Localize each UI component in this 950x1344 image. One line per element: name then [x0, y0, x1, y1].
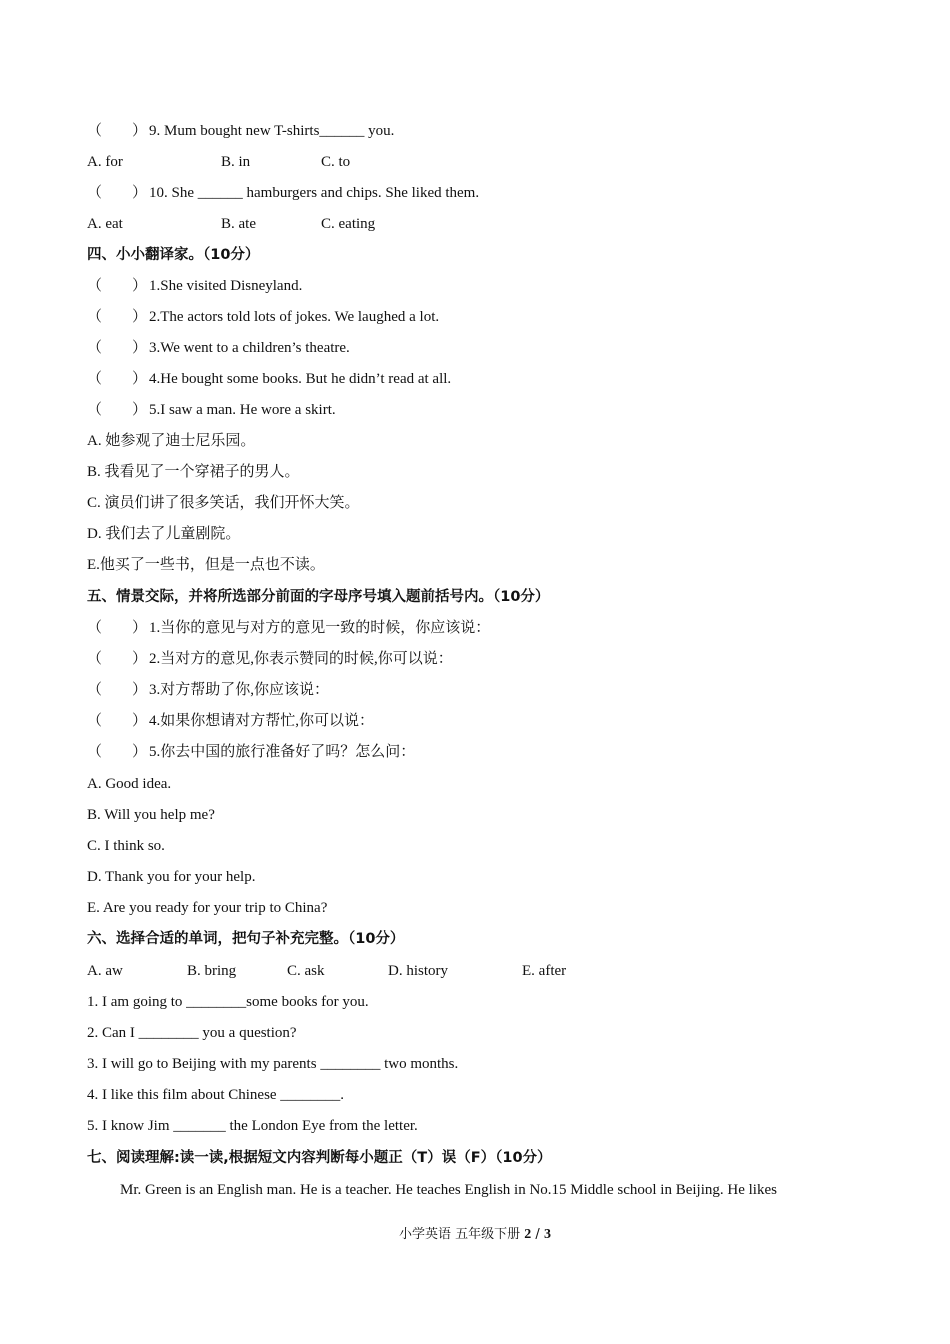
item-text: 1.She visited Disneyland. — [149, 278, 303, 294]
dialogue-item — [87, 680, 329, 700]
question-text: 9. Mum bought new T-shirts______ you. — [149, 123, 395, 139]
option: C. to — [321, 154, 351, 170]
translate-item — [87, 338, 350, 358]
word-option: D. history — [388, 963, 448, 979]
section-heading-5: 五、情景交际，并将所选部分前面的字母序号填入题前括号内。（10分） — [87, 589, 550, 605]
dialogue-choice: C. I think so. — [87, 838, 165, 854]
word-option: B. bring — [187, 963, 237, 979]
question-10 — [87, 183, 479, 203]
item-text: 2.The actors told lots of jokes. We laughed a lot. — [149, 309, 440, 325]
footer-separator: / — [531, 1227, 544, 1242]
section-heading-4: 四、小小翻译家。（10分） — [87, 247, 260, 263]
fill-sentence: 4. I like this film about Chinese ________. — [87, 1087, 345, 1103]
answer-bracket: （ ） — [87, 620, 148, 636]
answer-bracket: （ ） — [87, 651, 148, 667]
footer-page-total: 3 — [543, 1227, 551, 1242]
section-heading-7: 七、阅读理解:读一读,根据短文内容判断每小题正（T）误（F）（10分） — [87, 1150, 552, 1166]
word-option: C. ask — [287, 963, 325, 979]
dialogue-item — [87, 618, 490, 638]
footer-page-number: 2 — [524, 1227, 532, 1242]
translation-choice: E.他买了一些书，但是一点也不读。 — [87, 557, 325, 573]
dialogue-choice: A. Good idea. — [87, 776, 172, 792]
question-text: 10. She ______ hamburgers and chips. She liked them. — [149, 185, 480, 201]
fill-sentence: 5. I know Jim _______ the London Eye from the letter. — [87, 1118, 418, 1134]
answer-bracket: （ ） — [87, 340, 148, 356]
answer-bracket: （ ） — [87, 682, 148, 698]
footer-subject: 小学英语 五年级下册 — [399, 1227, 525, 1242]
dialogue-choice: E. Are you ready for your trip to China? — [87, 900, 328, 916]
item-text: 3.We went to a children’s theatre. — [149, 340, 350, 356]
answer-bracket: （ ） — [87, 713, 148, 729]
item-text: 2.当对方的意见,你表示赞同的时候,你可以说： — [149, 651, 453, 667]
translate-item — [87, 400, 336, 420]
fill-sentence: 3. I will go to Beijing with my parents ________ two months. — [87, 1056, 459, 1072]
dialogue-item — [87, 649, 453, 669]
item-text: 5.你去中国的旅行准备好了吗？怎么问： — [149, 744, 416, 760]
fill-sentence: 2. Can I ________ you a question? — [87, 1025, 297, 1041]
item-text: 5.I saw a man. He wore a skirt. — [149, 402, 336, 418]
answer-bracket: （ ） — [87, 402, 148, 418]
translate-item — [87, 307, 439, 327]
question-9-options — [87, 152, 487, 172]
fill-sentence: 1. I am going to ________some books for you. — [87, 994, 369, 1010]
answer-bracket: （ ） — [87, 744, 148, 760]
page-footer — [0, 1226, 950, 1244]
answer-bracket: （ ） — [87, 185, 148, 201]
dialogue-choice: B. Will you help me? — [87, 807, 215, 823]
option: A. eat — [87, 216, 123, 232]
translate-item — [87, 369, 451, 389]
item-text: 1.当你的意见与对方的意见一致的时候，你应该说： — [149, 620, 491, 636]
answer-bracket: （ ） — [87, 371, 148, 387]
item-text: 4.He bought some books. But he didn’t read at all. — [149, 371, 452, 387]
dialogue-item — [87, 711, 374, 731]
word-option: A. aw — [87, 963, 123, 979]
option: B. in — [221, 154, 251, 170]
question-10-options — [87, 214, 487, 234]
reading-passage: Mr. Green is an English man. He is a teacher. He teaches English in No.15 Middle school in Beijing. He likes — [120, 1182, 777, 1198]
option: A. for — [87, 154, 123, 170]
answer-bracket: （ ） — [87, 278, 148, 294]
item-text: 3.对方帮助了你,你应该说： — [149, 682, 330, 698]
answer-bracket: （ ） — [87, 123, 148, 139]
translation-choice: A. 她参观了迪士尼乐园。 — [87, 433, 256, 449]
option: C. eating — [321, 216, 376, 232]
section-heading-6: 六、选择合适的单词，把句子补充完整。（10分） — [87, 931, 405, 947]
translation-choice: C. 演员们讲了很多笑话，我们开怀大笑。 — [87, 495, 360, 511]
question-9 — [87, 121, 394, 141]
answer-bracket: （ ） — [87, 309, 148, 325]
dialogue-choice: D. Thank you for your help. — [87, 869, 256, 885]
translation-choice: D. 我们去了儿童剧院。 — [87, 526, 241, 542]
word-option: E. after — [522, 963, 567, 979]
item-text: 4.如果你想请对方帮忙,你可以说： — [149, 713, 375, 729]
option: B. ate — [221, 216, 256, 232]
dialogue-item — [87, 742, 415, 762]
translate-item — [87, 276, 302, 296]
translation-choice: B. 我看见了一个穿裙子的男人。 — [87, 464, 300, 480]
word-bank — [87, 961, 647, 981]
